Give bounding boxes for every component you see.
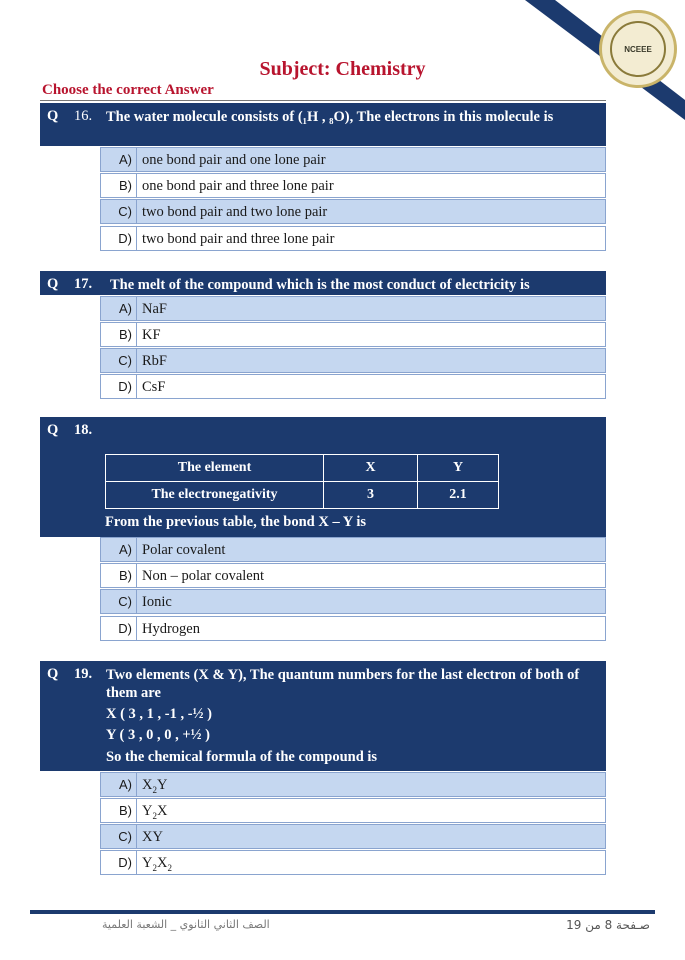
option-c[interactable] xyxy=(100,824,606,849)
table-row xyxy=(106,455,499,482)
logo-text: NCEEE xyxy=(624,44,652,54)
table-cell: 2.1 xyxy=(418,482,499,509)
option-c[interactable] xyxy=(100,589,606,614)
table-cell: X xyxy=(324,455,418,482)
option-label: D) xyxy=(101,851,137,874)
option-d[interactable] xyxy=(100,616,606,641)
option-label: A) xyxy=(101,538,137,561)
option-text: CsF xyxy=(142,379,166,395)
option-label: C) xyxy=(101,349,137,372)
divider xyxy=(40,100,606,101)
q-marker: Q xyxy=(47,108,59,124)
subject-title: Subject: Chemistry xyxy=(259,58,426,80)
question-number: 17. xyxy=(74,276,93,292)
option-label: A) xyxy=(101,148,137,171)
question-text: The melt of the compound which is the most conduct of electricity is xyxy=(110,277,530,293)
option-text: Polar covalent xyxy=(142,542,226,558)
option-a[interactable] xyxy=(100,537,606,562)
question-text: From the previous table, the bond X – Y is xyxy=(105,514,367,530)
option-c[interactable] xyxy=(100,348,606,373)
question-number: 19. xyxy=(74,666,93,682)
page-number: صـفحة 8 من 19 xyxy=(566,918,650,932)
quantum-line-x: X ( 3 , 1 , -1 , -½ ) xyxy=(106,706,212,722)
option-label: B) xyxy=(101,799,137,822)
question-number: 18. xyxy=(74,422,93,438)
q-marker: Q xyxy=(47,666,59,682)
option-d[interactable] xyxy=(100,374,606,399)
option-text: RbF xyxy=(142,353,167,369)
option-text: Non – polar covalent xyxy=(142,568,265,584)
option-label: C) xyxy=(101,200,137,223)
table-row xyxy=(106,482,499,509)
option-label: C) xyxy=(101,825,137,848)
option-text: $X_2Y$ xyxy=(142,777,168,795)
option-text: two bond pair and two lone pair xyxy=(142,204,328,220)
option-text: one bond pair and three lone pair xyxy=(142,178,334,194)
option-a[interactable] xyxy=(100,296,606,321)
option-a[interactable] xyxy=(100,147,606,172)
question-16-header xyxy=(40,103,606,146)
q-marker: Q xyxy=(47,276,59,292)
option-label: D) xyxy=(101,227,137,250)
question-17-header xyxy=(40,271,606,295)
option-text: KF xyxy=(142,327,161,343)
option-label: B) xyxy=(101,174,137,197)
q-marker: Q xyxy=(47,422,59,438)
option-label: B) xyxy=(101,323,137,346)
option-text: Ionic xyxy=(142,594,172,610)
option-label: A) xyxy=(101,773,137,796)
table-cell: The electronegativity xyxy=(106,482,324,509)
option-b[interactable] xyxy=(100,798,606,823)
question-19-header xyxy=(40,661,606,771)
option-b[interactable] xyxy=(100,173,606,198)
option-b[interactable] xyxy=(100,322,606,347)
option-a[interactable] xyxy=(100,772,606,797)
option-text: Hydrogen xyxy=(142,621,200,637)
option-text: one bond pair and one lone pair xyxy=(142,152,326,168)
option-label: D) xyxy=(101,375,137,398)
question-text: Two elements (X & Y), The quantum numbers for the last electron of both of them are xyxy=(106,667,580,701)
option-text: NaF xyxy=(142,301,167,317)
option-label: D) xyxy=(101,617,137,640)
option-label: B) xyxy=(101,564,137,587)
quantum-line-y: Y ( 3 , 0 , 0 , +½ ) xyxy=(106,727,210,743)
option-d[interactable] xyxy=(100,850,606,875)
option-d[interactable] xyxy=(100,226,606,251)
option-c[interactable] xyxy=(100,199,606,224)
option-label: A) xyxy=(101,297,137,320)
instruction: Choose the correct Answer xyxy=(42,82,214,98)
option-b[interactable] xyxy=(100,563,606,588)
option-label: C) xyxy=(101,590,137,613)
option-text: $Y_2X$ xyxy=(142,803,168,821)
option-text: two bond pair and three lone pair xyxy=(142,231,335,247)
question-prompt: So the chemical formula of the compound is xyxy=(106,749,378,765)
table-cell: The element xyxy=(106,455,324,482)
option-text: XY xyxy=(142,829,163,845)
option-text: $Y_2X_2$ xyxy=(142,855,172,873)
question-number: 16. xyxy=(74,108,93,124)
table-cell: 3 xyxy=(324,482,418,509)
question-text: The water molecule consists of (₁H , ₈O), The electrons in this molecule is xyxy=(106,109,554,125)
electronegativity-table xyxy=(105,454,499,509)
footer-grade: الصف الثاني الثانوي _ الشعبة العلمية xyxy=(102,918,270,931)
footer-divider xyxy=(30,910,655,914)
table-cell: Y xyxy=(418,455,499,482)
